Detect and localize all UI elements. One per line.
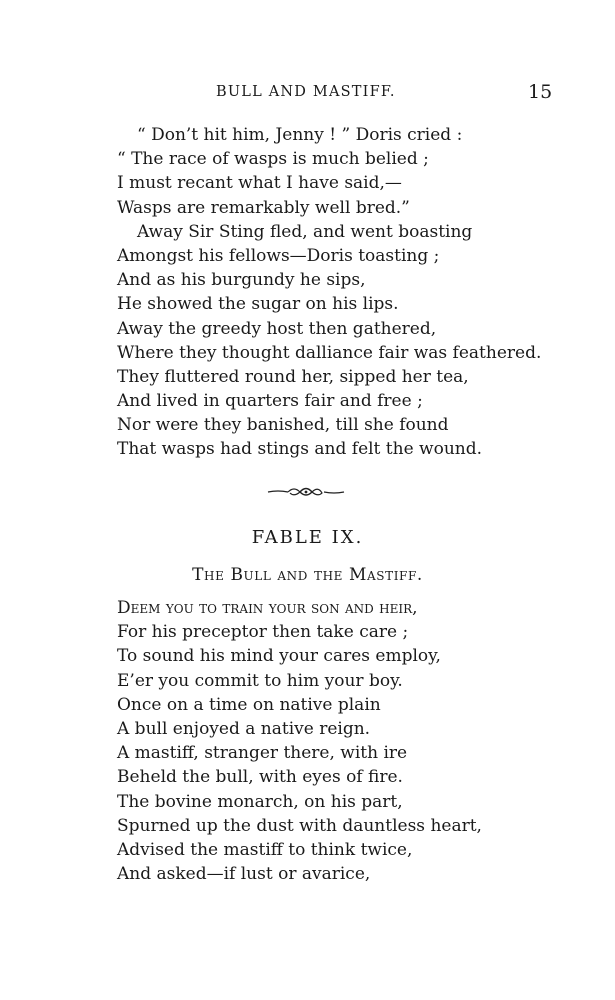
verse-line: “ Don’t hit him, Jenny ! ” Doris cried :	[137, 125, 463, 145]
verse-line: The bovine monarch, on his part,	[117, 791, 403, 812]
verse-line: Beheld the bull, with eyes of fire.	[117, 767, 403, 788]
page-number: 15	[528, 81, 553, 103]
running-title: BULL AND MASTIFF.	[216, 84, 396, 100]
verse-line: Away Sir Sting fled, and went boasting	[137, 221, 473, 242]
verse-line: For his preceptor then take care ;	[117, 622, 409, 643]
verse-line: Away the greedy host then gathered,	[117, 318, 437, 339]
verse-line: And lived in quarters fair and free ;	[117, 391, 423, 412]
verse-line: And as his burgundy he sips,	[117, 270, 366, 291]
flourish-ornament-icon	[266, 482, 346, 502]
poem-continuation	[117, 123, 541, 462]
verse-line: And asked—if lust or avarice,	[117, 864, 371, 885]
verse-line: I must recant what I have said,—	[117, 173, 402, 194]
verse-line: A bull enjoyed a native reign.	[117, 718, 371, 739]
verse-line: E’er you commit to him your boy.	[117, 670, 403, 691]
verse-line: He showed the sugar on his lips.	[117, 294, 399, 315]
verse-line: Where they thought dalliance fair was feathered.	[117, 342, 542, 363]
running-head	[0, 81, 615, 106]
verse-line: Advised the mastiff to think twice,	[117, 839, 413, 860]
verse-line: That wasps had stings and felt the wound.	[117, 439, 483, 460]
verse-line: Wasps are remarkably well bred.”	[117, 197, 410, 218]
verse-line: To sound his mind your cares employ,	[117, 646, 441, 667]
verse-line: A mastiff, stranger there, with ire	[117, 743, 408, 764]
verse-line: Nor were they banished, till she found	[117, 415, 449, 436]
verse-line: Amongst his fellows—Doris toasting ;	[117, 245, 440, 266]
fable-title-heading: The Bull and the Mastiff.	[192, 565, 423, 585]
verse-line: They fluttered round her, sipped her tea,	[117, 366, 469, 387]
fable-number-heading: FABLE IX.	[251, 527, 364, 548]
verse-line: Once on a time on native plain	[117, 694, 381, 715]
fable-verse	[117, 596, 482, 886]
verse-line: Deem you to train your son and heir,	[117, 598, 418, 618]
verse-line: “ The race of wasps is much belied ;	[117, 149, 429, 170]
verse-line: Spurned up the dust with dauntless heart,	[117, 815, 482, 836]
